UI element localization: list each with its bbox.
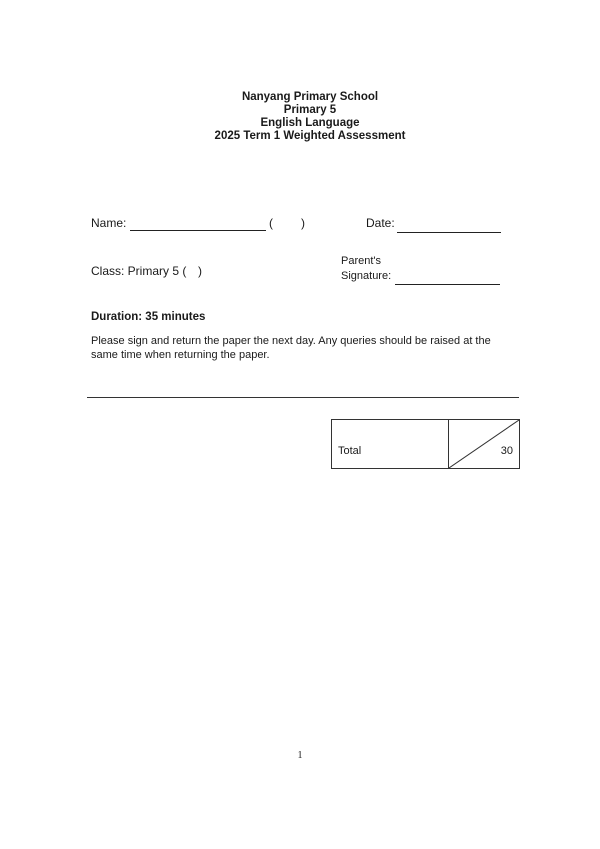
index-open: (	[269, 216, 273, 230]
parent-label-line2: Signature:	[341, 270, 392, 282]
level-title: Primary 5	[283, 104, 337, 116]
divider-line	[87, 397, 519, 398]
score-box	[331, 419, 520, 469]
max-marks: 30	[500, 445, 513, 457]
subject-title: English Language	[260, 117, 360, 129]
date-label: Date:	[366, 216, 395, 230]
duration-text: Duration: 35 minutes	[91, 311, 206, 323]
index-close: )	[301, 216, 305, 230]
page-number: 1	[297, 750, 303, 761]
parent-signature-field[interactable]	[395, 272, 500, 285]
name-field[interactable]	[130, 217, 266, 231]
parent-label-line1: Parent's	[341, 255, 382, 267]
total-label: Total	[338, 445, 362, 457]
date-field[interactable]	[397, 219, 501, 233]
class-close: )	[198, 264, 202, 278]
school-name: Nanyang Primary School	[241, 91, 379, 103]
score-diagonal	[449, 420, 519, 468]
name-label: Name:	[91, 216, 127, 230]
assessment-title: 2025 Term 1 Weighted Assessment	[214, 130, 406, 142]
class-label: Class: Primary 5 (	[91, 264, 187, 278]
instructions-text: Please sign and return the paper the next day. Any queries should be raised at the same time when returning the paper.	[91, 335, 491, 361]
